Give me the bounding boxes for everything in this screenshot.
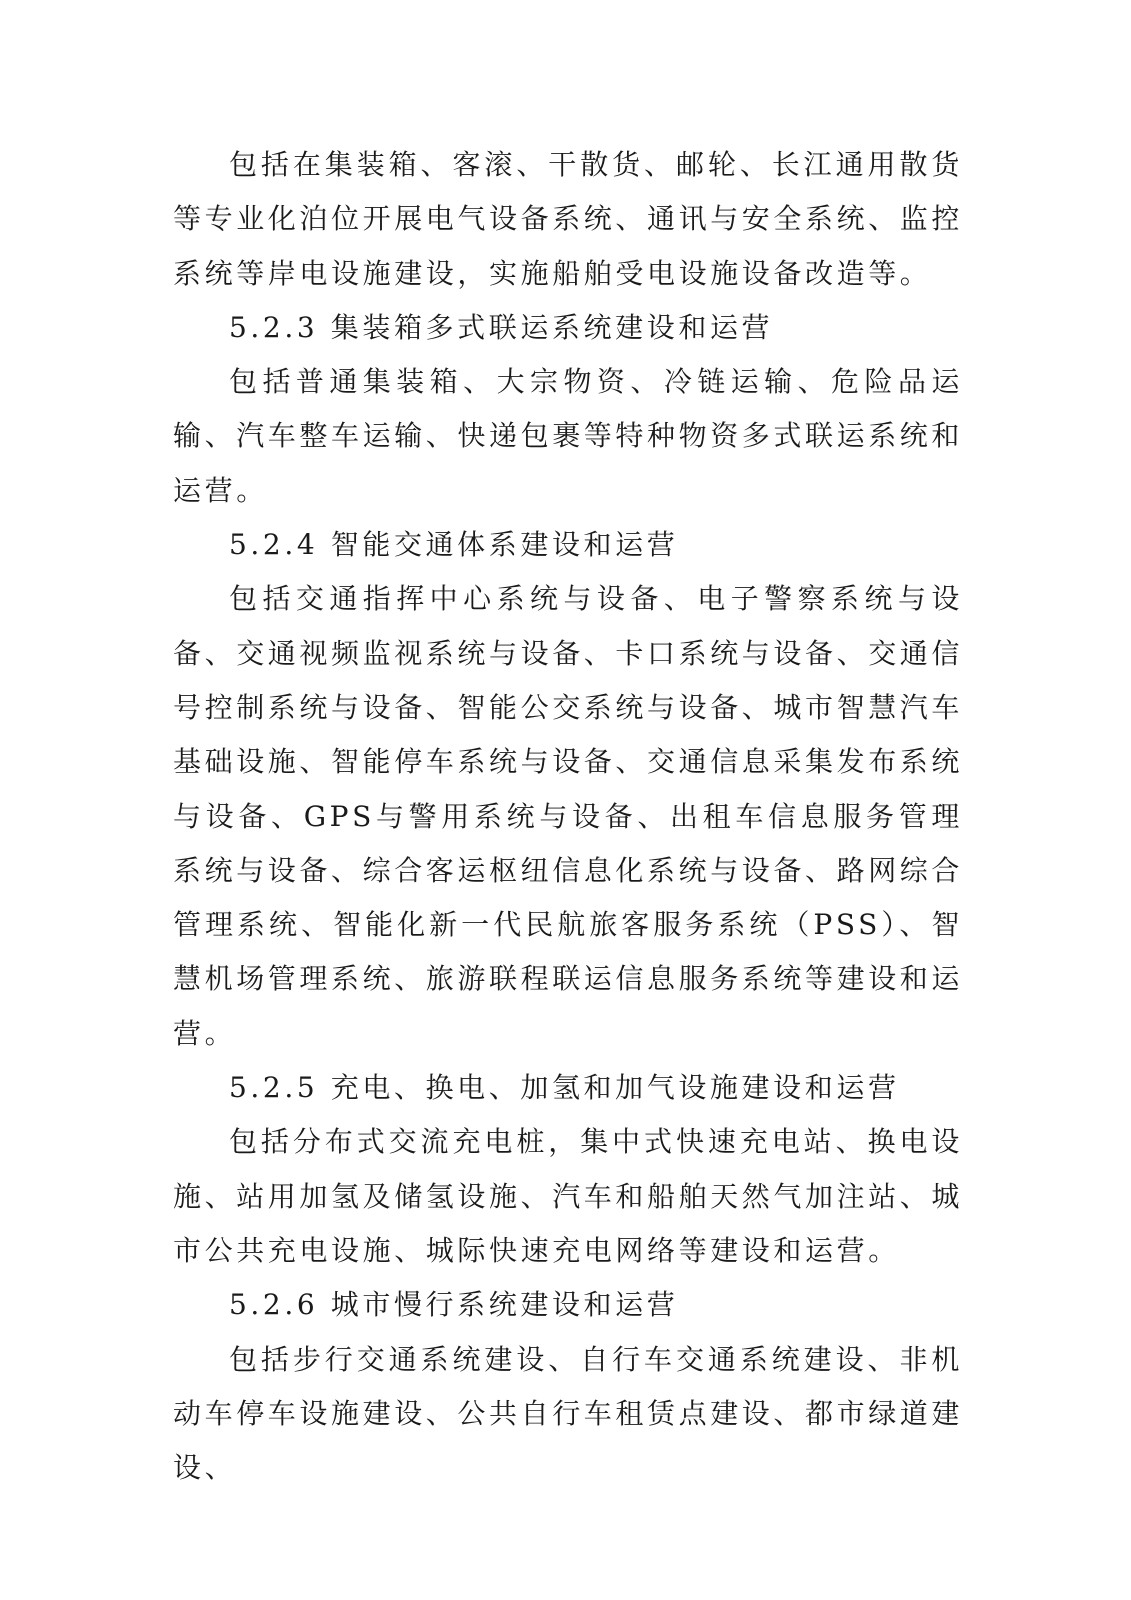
section-heading-5-2-6: 5.2.6 城市慢行系统建设和运营 xyxy=(229,1288,679,1322)
paragraph-shore-power: 包括在集装箱、客滚、干散货、邮轮、长江通用散货等专业化泊位开展电气设备系统、通讯与安全系统、监控系统等岸电设施建设，实施船舶受电设施设备改造等。 xyxy=(173,148,964,290)
document-body xyxy=(173,138,963,1495)
paragraph-intelligent-transport: 包括交通指挥中心系统与设备、电子警察系统与设备、交通视频监视系统与设备、卡口系统与设备、交通信号控制系统与设备、智能公交系统与设备、城市智慧汽车基础设施、智能停车系统与设备、交通信息采集发布系统与设备、GPS与警用系统与设备、出租车信息服务管理系统与设备、综合客运枢纽信息化系统与设备、路网综合管理系统、智能化新一代民航旅客服务系统（PSS）、智慧机场管理系统、旅游联程联运信息服务系统等建设和运营。 xyxy=(173,582,964,1050)
paragraph-slow-traffic: 包括步行交通系统建设、自行车交通系统建设、非机动车停车设施建设、公共自行车租赁点建设、都市绿道建设、 xyxy=(173,1342,964,1485)
section-heading-5-2-5: 5.2.5 充电、换电、加氢和加气设施建设和运营 xyxy=(229,1071,900,1105)
paragraph-charging-facilities: 包括分布式交流充电桩，集中式快速充电站、换电设施、站用加氢及储氢设施、汽车和船舶天然气加注站、城市公共充电设施、城际快速充电网络等建设和运营。 xyxy=(173,1125,964,1267)
paragraph-multimodal-transport: 包括普通集装箱、大宗物资、冷链运输、危险品运输、汽车整车运输、快递包裹等特种物资多式联运系统和运营。 xyxy=(173,365,964,507)
section-heading-5-2-4: 5.2.4 智能交通体系建设和运营 xyxy=(229,528,679,562)
section-heading-5-2-3: 5.2.3 集装箱多式联运系统建设和运营 xyxy=(229,310,774,344)
